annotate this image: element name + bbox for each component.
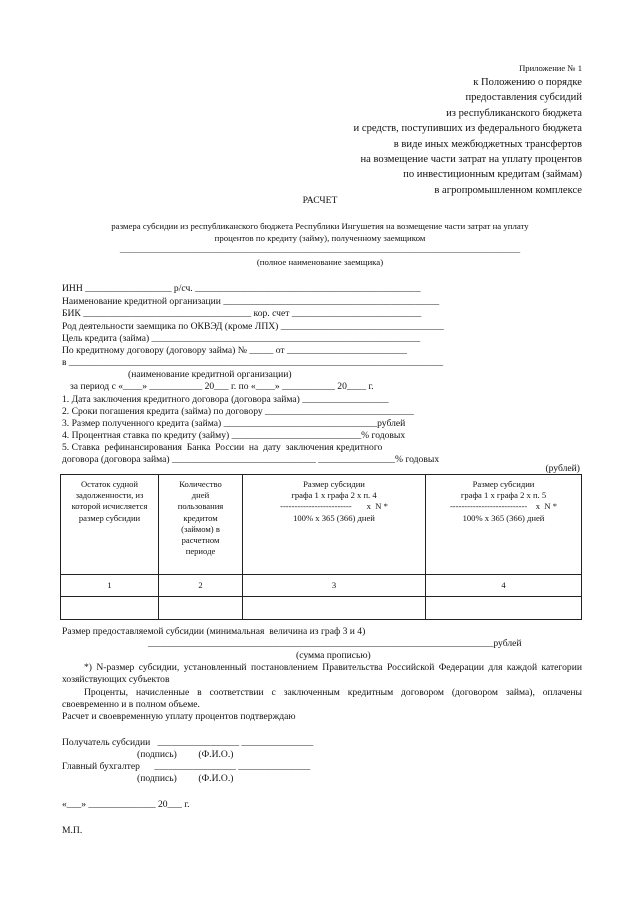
bik-field: БИК ___________________________________ кор. счет ___________________________ xyxy=(62,308,422,319)
credit-organization-caption: (наименование кредитной организации) xyxy=(128,369,292,380)
annex-line: по инвестиционным кредитам (займам) xyxy=(403,169,582,181)
refinancing-rate-line-2: договора (договора займа) ______________________________ ________________% годовых xyxy=(62,454,440,465)
empty-cell xyxy=(243,597,426,620)
loan-amount-field: 3. Размер полученного кредита (займа) ________________________________рублей xyxy=(62,418,406,429)
contract-date-field: 1. Дата заключения кредитного договора (договора займа) __________________ xyxy=(62,394,389,405)
subsidy-amount-label: Размер предоставляемой субсидии (минимальная величина из граф 3 и 4) xyxy=(62,626,366,637)
annex-line: в агропромышленном комплексе xyxy=(434,184,582,196)
repayment-terms-field: 2. Сроки погашения кредита (займа) по договору _______________________________ xyxy=(62,406,414,417)
column-number: 4 xyxy=(426,575,582,597)
subsidy-amount-line: ________________________________________________________________________рублей xyxy=(148,638,522,649)
header-cell-days: Количество дней пользования кредитом (займом) в расчетном периоде xyxy=(159,475,243,575)
subtitle-line-1: размера субсидии из республиканского бюджета Республики Ингушетия на возмещение части затрат на уплату xyxy=(111,221,529,231)
refinancing-rate-line-1: 5. Ставка рефинансирования Банка России на дату заключения кредитного xyxy=(62,442,383,453)
annex-line: к Положению о порядке xyxy=(473,77,582,88)
bank-name-field: Наименование кредитной организации _____________________________________________ xyxy=(62,296,440,307)
date-field: «___» ______________ 20___ г. xyxy=(62,799,190,810)
confirmation: Расчет и своевременную уплату процентов подтверждаю xyxy=(62,711,296,722)
annex-block xyxy=(354,61,582,198)
payment-statement: Проценты, начисленные в соответствии с заключенным кредитным договором (договором займа), оплачены своевременно и в полном объеме. xyxy=(62,687,582,710)
okved-field: Род деятельности заемщика по ОКВЭД (кроме ЛПХ) __________________________________ xyxy=(62,321,444,332)
table-number-row xyxy=(61,575,582,597)
borrower-name-blank: ___________________________________________________________________________________________ xyxy=(119,244,521,254)
header-cell-balance: Остаток судной задолженности, из которой исчисляется размер субсидии xyxy=(61,475,159,575)
credit-organization-field: в ______________________________________________________________________________ xyxy=(62,357,444,368)
borrower-name-caption: (полное наименование заемщика) xyxy=(256,257,384,267)
annex-line: из республиканского бюджета xyxy=(446,107,582,119)
table-header-row xyxy=(61,475,582,575)
column-number: 1 xyxy=(61,575,159,597)
interest-rate-field: 4. Процентная ставка по кредиту (займу) ___________________________% годовых xyxy=(62,430,406,441)
loan-purpose-field: Цель кредита (займа) ________________________________________________________ xyxy=(62,333,421,344)
recipient-signature: Получатель субсидии _________________ _______________ xyxy=(62,737,314,748)
footnote: *) N-размер субсидии, установленный постановлением Правительства Российской Федерации для каждой категории хозяйствующих субъектов xyxy=(62,662,582,685)
annex-line: в виде иных межбюджетных трансфертов xyxy=(393,138,582,150)
recipient-signature-caption: (подпись) (Ф.И.О.) xyxy=(137,749,234,760)
stamp-place: М.П. xyxy=(62,825,83,836)
accountant-signature-caption: (подпись) (Ф.И.О.) xyxy=(137,773,234,784)
empty-cell xyxy=(61,597,159,620)
column-number: 2 xyxy=(159,575,243,597)
amount-in-words-caption: (сумма прописью) xyxy=(296,650,371,661)
empty-cell xyxy=(426,597,582,620)
document-title: РАСЧЕТ xyxy=(302,195,338,206)
annex-line: и средств, поступивших из федерального бюджета xyxy=(353,123,582,135)
annex-line: предоставления субсидий xyxy=(465,92,582,104)
header-cell-subsidy-p4: Размер субсидии графа 1 х графа 2 х п. 4 ------------------------- x N * 100% х 365 (366) дней xyxy=(243,475,426,575)
annex-number: Приложение № 1 xyxy=(519,63,582,73)
empty-cell xyxy=(159,597,243,620)
subsidy-table xyxy=(60,474,582,620)
loan-contract-field: По кредитному договору (договору займа) № _____ от _________________________ xyxy=(62,345,407,356)
annex-line: на возмещение части затрат на уплату процентов xyxy=(360,154,582,166)
table-empty-row xyxy=(61,597,582,620)
inn-field: ИНН __________________ р/сч. _______________________________________________ xyxy=(62,283,421,294)
accountant-signature: Главный бухгалтер _________________ _______________ xyxy=(62,761,311,772)
subtitle-line-2: процентов по кредиту (займу), полученному заемщиком xyxy=(214,233,426,243)
table-unit: (рублей) xyxy=(545,463,580,474)
period-field: за период с «____» ___________ 20___ г. по «____» ___________ 20____ г. xyxy=(70,381,374,392)
header-cell-subsidy-p5: Размер субсидии графа 1 х графа 2 х п. 5 --------------------------- x N * 100% х 365 (366) дней xyxy=(426,475,582,575)
column-number: 3 xyxy=(243,575,426,597)
